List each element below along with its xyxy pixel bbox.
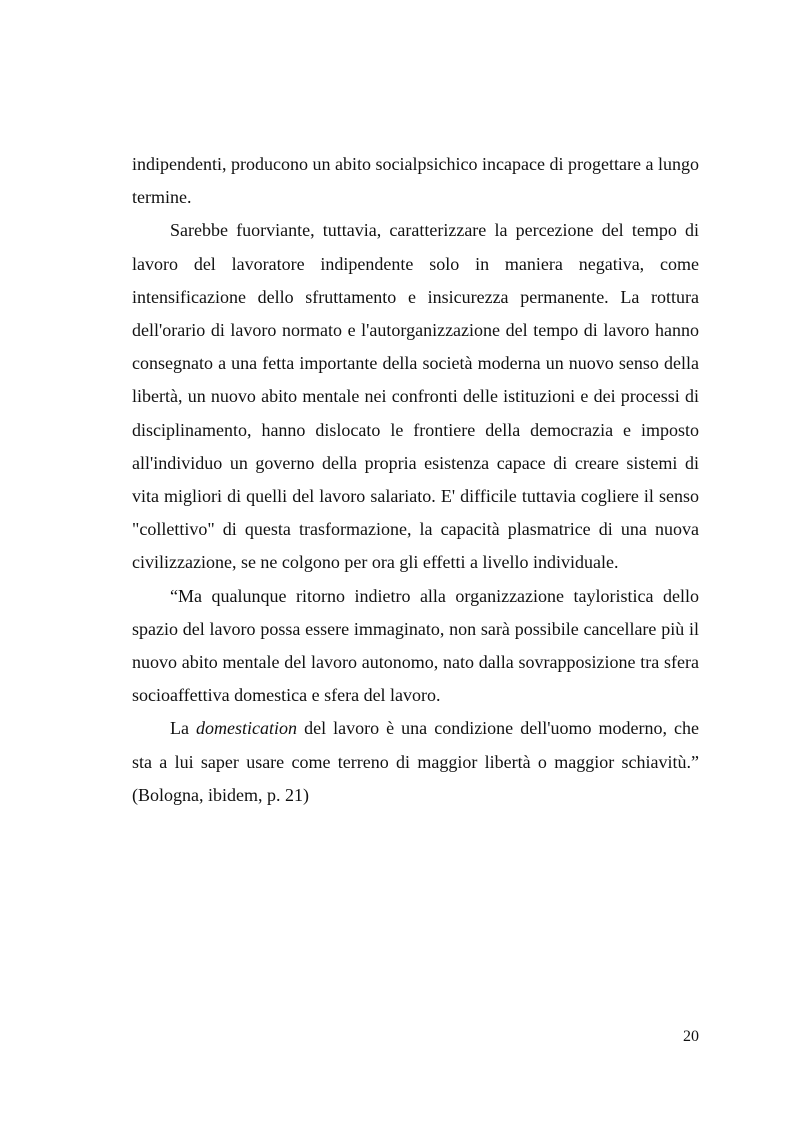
paragraph-2-text: Sarebbe fuorviante, tuttavia, caratterizzare la percezione del tempo di lavoro del lavoratore indipendente solo in maniera negativa, come intensificazione dello sfruttamento e insicurezza permanente. La rottura dell'orario di lavoro normato e l'autorganizzazione del tempo di lavoro hanno consegnato a una fetta importante della società moderna un nuovo senso della libertà, un nuovo abito mentale nei confronti delle istituzioni e dei processi di disciplinamento, hanno dislocato le frontiere della democrazia e imposto all'individuo un governo della propria esistenza capace di creare sistemi di vita migliori di quelli del lavoro salariato. E' difficile tuttavia cogliere il senso "collettivo" di questa trasformazione, la capacità plasmatrice di una nuova civilizzazione, se ne colgono per ora gli effetti a livello individuale. (132, 220, 699, 573)
body-text (132, 148, 699, 812)
paragraph-4-text-start: La (170, 718, 197, 739)
paragraph-1-text: indipendenti, producono un abito socialpsichico incapace di progettare a lungo termine. (132, 154, 699, 208)
paragraph-4-text-end: del lavoro è una condizione dell'uomo moderno, che sta a lui saper usare come terreno di maggior libertà o maggior schiavitù.” (Bologna, ibidem, p. 21) (132, 718, 699, 805)
paragraph-3 (132, 580, 699, 713)
italic-term: domestication (196, 718, 298, 739)
paragraph-1 (132, 148, 699, 214)
page-number: 20 (683, 1028, 699, 1045)
paragraph-3-text: “Ma qualunque ritorno indietro alla organizzazione tayloristica dello spazio del lavoro possa essere immaginato, non sarà possibile cancellare più il nuovo abito mentale del lavoro autonomo, nato dalla sovrapposizione tra sfera socioaffettiva domestica e sfera del lavoro. (132, 585, 699, 706)
paragraph-2 (132, 214, 699, 579)
paragraph-4 (132, 712, 699, 812)
